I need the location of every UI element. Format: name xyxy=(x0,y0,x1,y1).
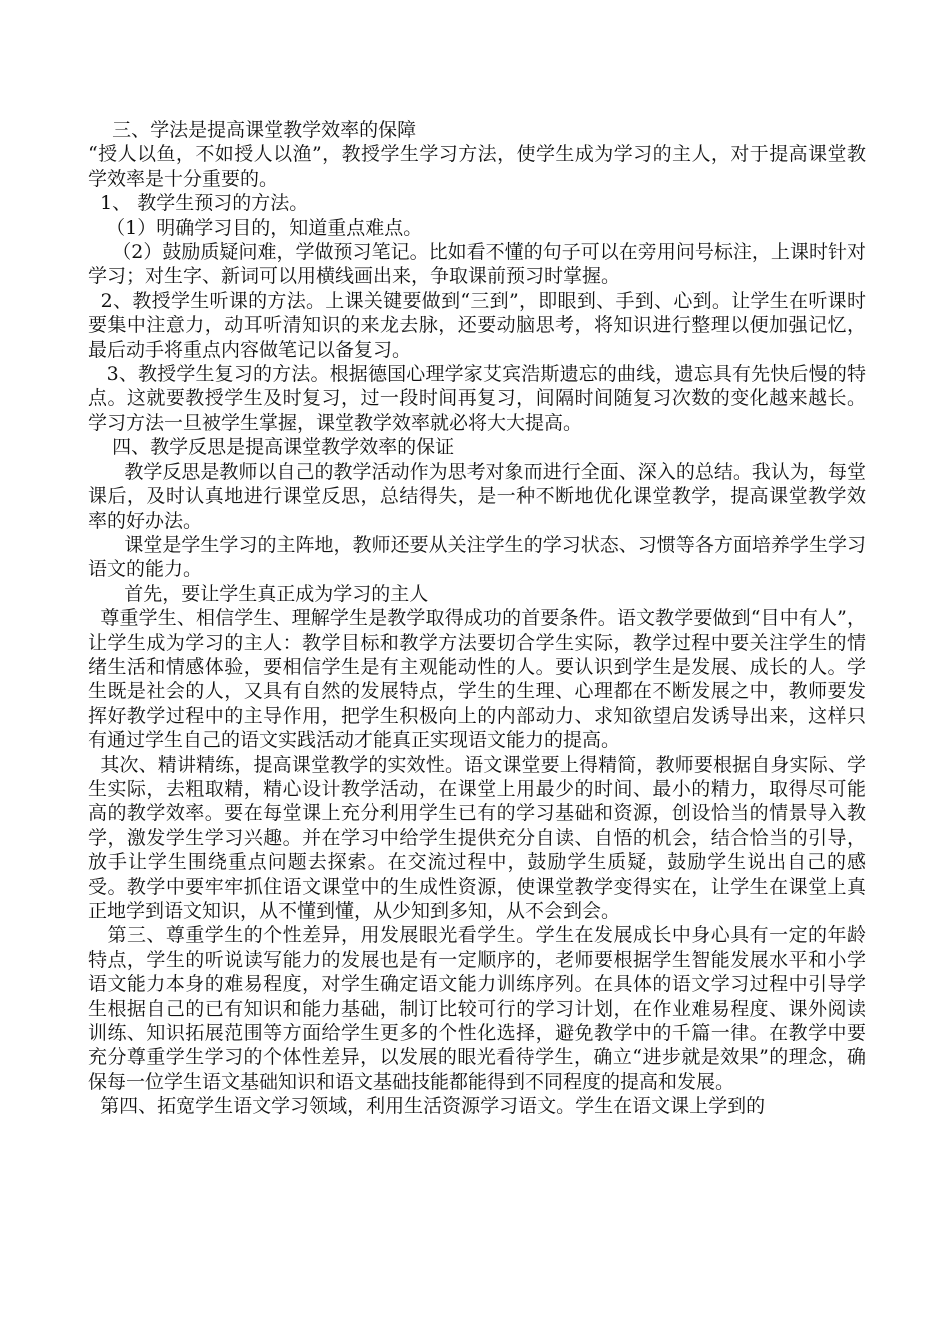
paragraph-fourth-point: 第四、拓宽学生语文学习领域，利用生活资源学习语文。学生在语文课上学到的 xyxy=(88,1095,766,1118)
list-item-review-method: 3、教授学生复习的方法。根据德国心理学家艾宾浩斯遗忘的曲线，遗忘具有先快后慢的特点。这就要教授学生及时复习，过一段时间再复习，间隔时间随复习次数的变化越来越长。学习方法一旦被学生掌握，课堂教学效率就必将大大提高。 xyxy=(88,363,866,434)
paragraph-reflection-definition: 教学反思是教师以自己的教学活动作为思考对象而进行全面、深入的总结。我认为，每堂课后，及时认真地进行课堂反思，总结得失，是一种不断地优化课堂教学，提高课堂教学效率的好办法。 xyxy=(88,460,866,532)
list-item-listening-method: 2、教授学生听课的方法。上课关键要做到“三到”，即眼到、手到、心到。让学生在听课时要集中注意力，动耳听清知识的来龙去脉，还要动脑思考，将知识进行整理以便加强记忆，最后动手将重点内容做笔记以备复习。 xyxy=(88,289,866,361)
sub-item-learning-goals: （1）明确学习目的，知道重点难点。 xyxy=(88,216,423,239)
document-page xyxy=(88,118,866,1119)
paragraph-second-point: 其次、精讲精练，提高课堂教学的实效性。语文课堂要上得精简，教师要根据自身实际、学生实际，去粗取精，精心设计教学活动，在课堂上用最少的时间、最小的精力，取得尽可能高的教学效率。要在每堂课上充分利用学生已有的学习基础和资源，创设恰当的情景导入教学，激发学生学习兴趣。并在学习中给学生提供充分自读、自悟的机会，结合恰当的引导，放手让学生围绕重点问题去探索。在交流过程中，鼓励学生质疑，鼓励学生说出自己的感受。教学中要牢牢抓住语文课堂中的生成性资源，使课堂教学变得实在，让学生在课堂上真正地学到语文知识，从不懂到懂，从少知到多知，从不会到会。 xyxy=(88,753,866,922)
paragraph-classroom-main-position: 课堂是学生学习的主阵地，教师还要从关注学生的学习状态、习惯等各方面培养学生学习语文的能力。 xyxy=(88,533,866,581)
paragraph-teach-fishing: “授人以鱼，不如授人以渔”，教授学生学习方法，使学生成为学习的主人，对于提高课堂教学效率是十分重要的。 xyxy=(88,143,866,190)
sub-item-preview-notes: （2）鼓励质疑问难，学做预习笔记。比如看不懂的句子可以在旁用问号标注，上课时针对学习；对生字、新词可以用横线画出来，争取课前预习时掌握。 xyxy=(88,241,866,288)
paragraph-first-point: 首先，要让学生真正成为学习的主人 xyxy=(88,582,429,605)
list-item-preview-method: 1、 教学生预习的方法。 xyxy=(88,192,309,215)
section-heading-learning-methods: 三、学法是提高课堂教学效率的保障 xyxy=(88,119,417,141)
section-heading-teaching-reflection: 四、教学反思是提高课堂教学效率的保证 xyxy=(88,436,455,459)
paragraph-respect-students: 尊重学生、相信学生、理解学生是教学取得成功的首要条件。语文教学要做到“目中有人”，让学生成为学习的主人：教学目标和教学方法要切合学生实际，教学过程中要关注学生的情绪生活和情感体验，要相信学生是有主观能动性的人。要认识到学生是发展、成长的人。学生既是社会的人，又具有自然的发展特点，学生的生理、心理都在不断发展之中，教师要发挥好教学过程中的主导作用，把学生积极向上的内部动力、求知欲望启发诱导出来，这样只有通过学生自己的语文实践活动才能真正实现语文能力的提高。 xyxy=(88,607,866,752)
paragraph-third-point: 第三、尊重学生的个性差异，用发展眼光看学生。学生在发展成长中身心具有一定的年龄特点，学生的听说读写能力的发展也是有一定顺序的，老师要根据学生智能发展水平和小学语文能力本身的难易程度，对学生确定语文能力训练序列。在具体的语文学习过程中引导学生根据自己的已有知识和能力基础，制订比较可行的学习计划，在作业难易程度、课外阅读训练、知识拓展范围等方面给学生更多的个性化选择，避免教学中的千篇一律。在教学中要充分尊重学生学习的个体性差异，以发展的眼光看待学生，确立“进步就是效果”的理念，确保每一位学生语文基础知识和语文基础技能都能得到不同程度的提高和发展。 xyxy=(88,924,866,1093)
